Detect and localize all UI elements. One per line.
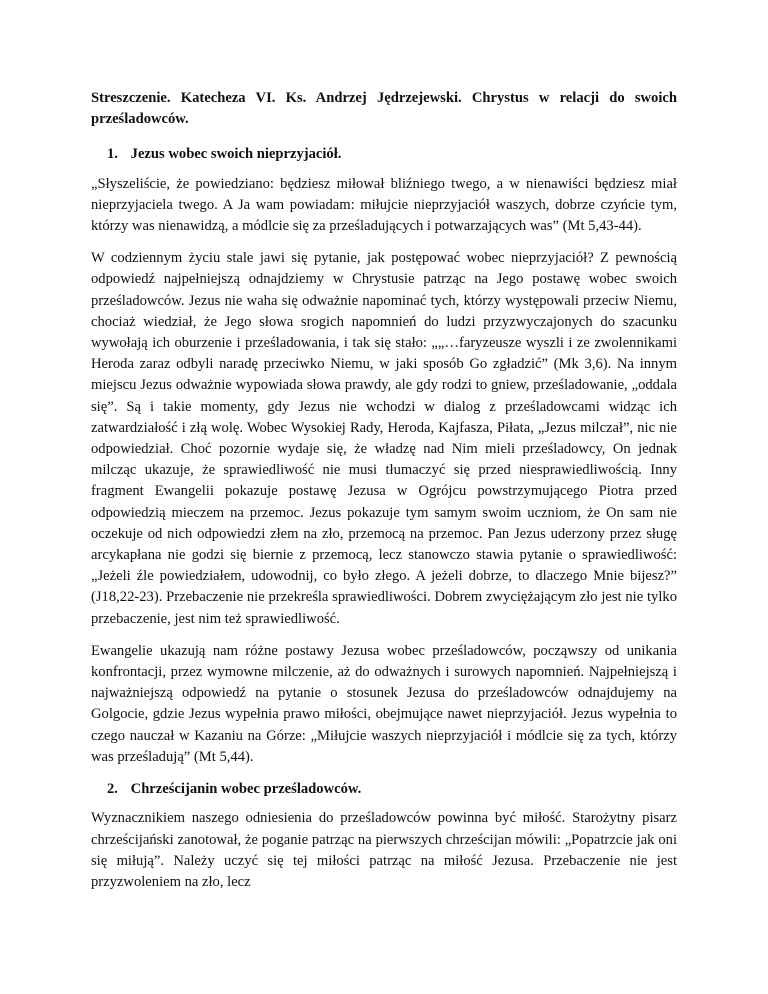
document-title: Streszczenie. Katecheza VI. Ks. Andrzej Jędrzejewski. Chrystus w relacji do swoich prześladowców.	[91, 90, 677, 128]
section-number: 2.	[107, 781, 118, 798]
section-number: 1.	[107, 146, 118, 163]
section-heading-text: Jezus wobec swoich nieprzyjaciół.	[130, 146, 342, 163]
bible-quote-paragraph: „Słyszeliście, że powiedziano: będziesz miłował bliźniego twego, a w nienawiści będziesz miał nieprzyjaciela twego. A Ja wam powiadam: miłujcie nieprzyjaciół waszych, dobrze czyńcie tym, którzy was nienawidzą, a módlcie się za prześladujących i potwarzających was” (Mt 5,43-44).	[91, 175, 677, 235]
section-heading-text: Chrześcijanin wobec prześladowców.	[130, 781, 362, 798]
section-heading-2	[91, 779, 677, 800]
document-page	[91, 88, 677, 893]
body-paragraph: Wyznacznikiem naszego odniesienia do prześladowców powinna być miłość. Starożytny pisarz chrześcijański zanotował, że poganie patrząc na pierwszych chrześcijan mówili: „Popatrzcie jak oni się miłują”. Należy uczyć się tej miłości patrząc na miłość Jezusa. Przebaczenie nie jest przyzwoleniem na zło, lecz	[91, 810, 677, 890]
body-paragraph: W codziennym życiu stale jawi się pytanie, jak postępować wobec nieprzyjaciół? Z pewnością odpowiedź najpełniejszą odnajdziemy w Chrystusie patrząc na Jego postawę wobec swoich prześladowców. Jezus nie waha się odważnie napominać tych, którzy występowali przeciw Niemu, chociaż wiedział, że Jego słowa srogich napomnień do ludzi przyzwyczajonych do szacunku wywołają ich oburzenie i prześladowania, i tak się stało: „„…faryzeusze wyszli i ze zwolennikami Heroda zaraz odbyli naradę przeciwko Niemu, w jaki sposób Go zgładzić” (Mk 3,6). Na innym miejscu Jezus odważnie wypowiada słowa prawdy, ale gdy rodzi to gniew, prześladowanie, „oddala się”. Są i takie momenty, gdy Jezus nie wchodzi w dialog z prześladowcami widząc ich zatwardziałość i złą wolę. Wobec Wysokiej Rady, Heroda, Kajfasza, Piłata, „Jezus milczał”, nic nie odpowiedział. Choć pozornie wydaje się, że władzę nad Nim mieli prześladowcy, On jednak milcząc ukazuje, że sprawiedliwość nie musi tłumaczyć się przed niesprawiedliwością. Inny fragment Ewangelii pokazuje postawę Jezusa w Ogrójcu powstrzymującego Piotra przed odpowiedzią mieczem na przemoc. Jezus pokazuje tym samym swoim uczniom, że On sam nie oczekuje od nich odpowiedzi złem na zło, przemocą na przemoc. Pan Jezus uderzony przez sługę arcykapłana nie godzi się biernie z przemocą, lecz stanowczo stawia pytanie o sprawiedliwość: „Jeżeli źle powiedziałem, udowodnij, co było złego. A jeżeli dobrze, to dlaczego Mnie bijesz?” (J18,22-23). Przebaczenie nie przekreśla sprawiedliwości. Dobrem zwyciężającym zło jest nie tylko przebaczenie, jest nim też sprawiedliwość.	[91, 250, 677, 627]
section-heading-1	[91, 144, 677, 165]
body-paragraph: Ewangelie ukazują nam różne postawy Jezusa wobec prześladowców, począwszy od unikania konfrontacji, przez wymowne milczenie, aż do odważnych i surowych napomnień. Najpełniejszą i najważniejszą odpowiedź na pytanie o stosunek Jezusa do prześladowców odnajdujemy na Golgocie, gdzie Jezus wypełnia prawo miłości, obejmujące nawet nieprzyjaciół. Jezus wypełnia to czego nauczał w Kazaniu na Górze: „Miłujcie waszych nieprzyjaciół i módlcie się za tych, którzy was prześladują” (Mt 5,44).	[91, 642, 677, 765]
